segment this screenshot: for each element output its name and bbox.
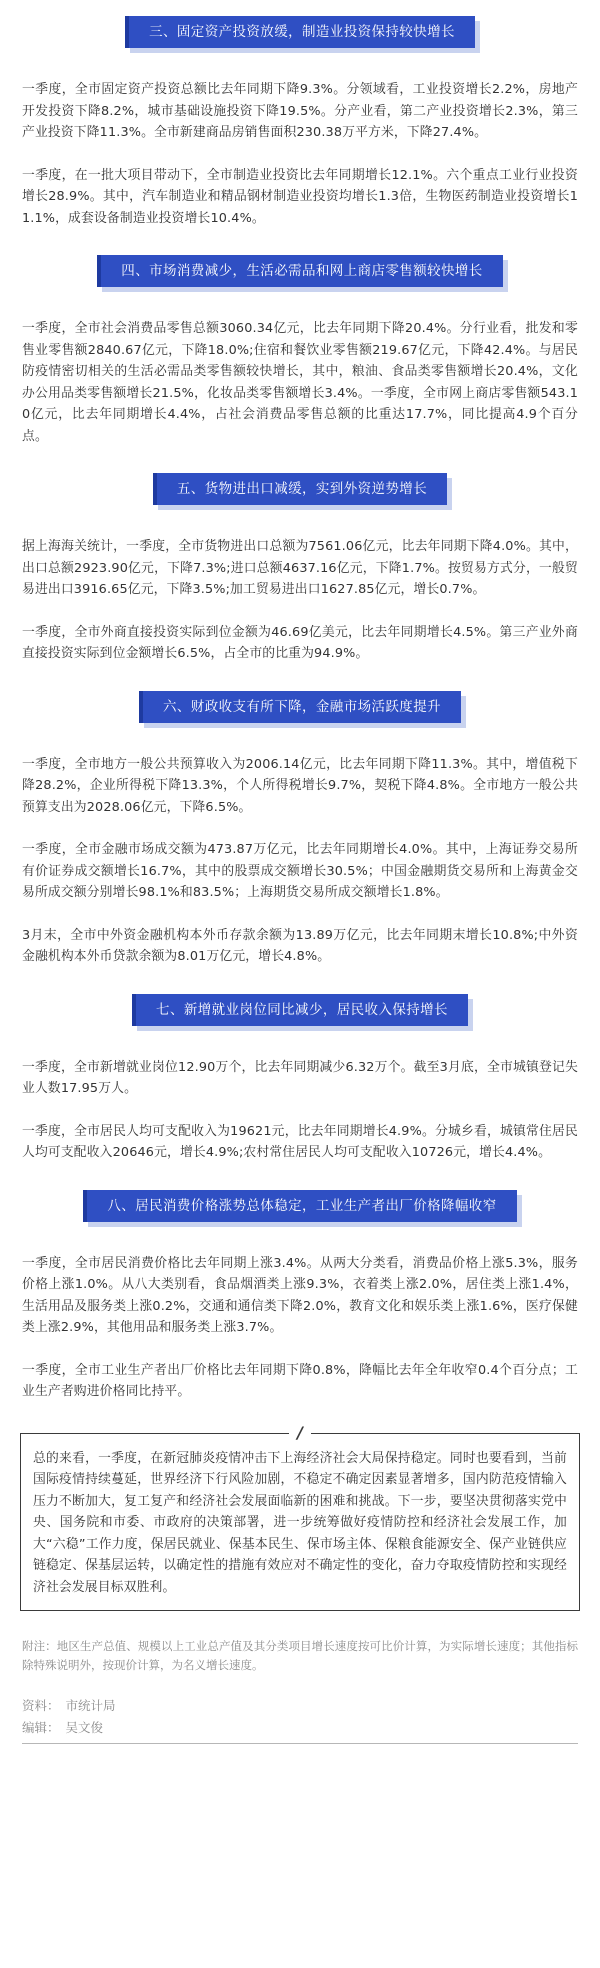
section-5-heading-wrap xyxy=(22,473,578,505)
footnote: 附注：地区生产总值、规模以上工业总产值及其分类项目增长速度按可比价计算，为实际增长速度；其他指标除特殊说明外，按现价计算，为名义增长速度。 xyxy=(22,1639,578,1672)
section-7-heading: 七、新增就业岗位同比减少，居民收入保持增长 xyxy=(132,994,468,1026)
section-8-heading: 八、居民消费价格涨势总体稳定，工业生产者出厂价格降幅收窄 xyxy=(83,1190,516,1222)
section-5-paragraph-1: 据上海海关统计，一季度，全市货物进出口总额为7561.06亿元，比去年同期下降4.0%。其中，出口总额2923.90亿元，下降7.3%;进口总额4637.16亿元，下降1.7%。按贸易方式分，一般贸易进出口3916.65亿元，下降3.5%;加工贸易进出口1627.85亿元，增长0.7%。 xyxy=(22,539,578,597)
editor-credit xyxy=(22,1719,578,1737)
section-4-paragraph-1: 一季度，全市社会消费品零售总额3060.34亿元，比去年同期下降20.4%。分行业看，批发和零售业零售额2840.67亿元，下降18.0%;住宿和餐饮业零售额219.67亿元，下降42.4%。与居民防疫情密切相关的生活必需品类零售额较快增长，其中，粮油、食品类零售额增长20.4%，文化办公用品类零售额增长21.5%，化妆品类零售额增长3.4%。一季度，全市网上商店零售额543.10亿元，比去年同期增长4.4%，占社会消费品零售总额的比重达17.7%，同比提高4.9个百分点。 xyxy=(22,321,578,444)
section-4-heading: 四、市场消费减少，生活必需品和网上商店零售额较快增长 xyxy=(97,255,502,287)
section-3-paragraph-1: 一季度，全市固定资产投资总额比去年同期下降9.3%。分领域看，工业投资增长2.2%，房地产开发投资下降8.2%，城市基础设施投资下降19.5%。分产业看，第二产业投资增长2.3%，第三产业投资下降11.3%。全市新建商品房销售面积230.38万平方米，下降27.4%。 xyxy=(22,82,578,140)
quote-mark-icon: / xyxy=(289,1423,311,1443)
section-6-heading: 六、财政收支有所下降，金融市场活跃度提升 xyxy=(139,691,461,723)
summary-box xyxy=(20,1422,580,1612)
editor-label: 编辑： xyxy=(22,1720,60,1735)
section-6-paragraph-1: 一季度，全市地方一般公共预算收入为2006.14亿元，比去年同期下降11.3%。其中，增值税下降28.2%，企业所得税下降13.3%，个人所得税增长9.7%，契税下降4.8%。全市地方一般公共预算支出为2028.06亿元，下降6.5%。 xyxy=(22,756,578,815)
section-7-paragraph-1: 一季度，全市新增就业岗位12.90万个，比去年同期减少6.32万个。截至3月底，全市城镇登记失业人数17.95万人。 xyxy=(22,1059,578,1096)
source-value: 市统计局 xyxy=(65,1698,116,1713)
section-6-heading-wrap xyxy=(22,691,578,723)
section-4-heading-wrap xyxy=(22,255,578,287)
section-7-heading-wrap xyxy=(22,994,578,1026)
section-7-paragraph-2: 一季度，全市居民人均可支配收入为19621元，比去年同期增长4.9%。分城乡看，城镇常住居民人均可支配收入20646元，增长4.9%;农村常住居民人均可支配收入10726元，增长4.4%。 xyxy=(22,1123,578,1160)
summary-paragraph: 总的来看，一季度，在新冠肺炎疫情冲击下上海经济社会大局保持稳定。同时也要看到，当前国际疫情持续蔓延，世界经济下行风险加剧，不稳定不确定因素显著增多，国内防范疫情输入压力不断加大，复工复产和经济社会发展面临新的困难和挑战。下一步，要坚决贯彻落实党中央、国务院和市委、市政府的决策部署，进一步统筹做好疫情防控和经济社会发展工作，加大“六稳”工作力度，保居民就业、保基本民生、保市场主体、保粮食能源安全、保产业链供应链稳定、保基层运转，以确定性的措施有效应对不确定性的变化，奋力夺取疫情防控和实现经济社会发展目标双胜利。 xyxy=(33,1450,567,1595)
section-6-paragraph-3: 3月末，全市中外资金融机构本外币存款余额为13.89万亿元，比去年同期末增长10.8%;中外资金融机构本外币贷款余额为8.01万亿元，增长4.8%。 xyxy=(22,927,578,964)
section-8-heading-wrap xyxy=(22,1190,578,1222)
section-8-paragraph-1: 一季度，全市居民消费价格比去年同期上涨3.4%。从两大分类看，消费品价格上涨5.3%，服务价格上涨1.0%。从八大类别看，食品烟酒类上涨9.3%，衣着类上涨2.0%，居住类上涨1.4%，生活用品及服务类上涨0.2%，交通和通信类下降2.0%，教育文化和娱乐类上涨1.6%，医疗保健类上涨2.9%，其他用品和服务类上涨3.7%。 xyxy=(22,1255,578,1335)
section-5-paragraph-2: 一季度，全市外商直接投资实际到位金额为46.69亿美元，比去年同期增长4.5%。第三产业外商直接投资实际到位金额增长6.5%，占全市的比重为94.9%。 xyxy=(22,624,578,661)
source-label: 资料： xyxy=(22,1698,60,1713)
section-3-heading: 三、固定资产投资放缓，制造业投资保持较快增长 xyxy=(125,16,475,48)
section-8-paragraph-2: 一季度，全市工业生产者出厂价格比去年同期下降0.8%，降幅比去年全年收窄0.4个百分点；工业生产者购进价格同比持平。 xyxy=(22,1362,578,1399)
section-3-heading-wrap xyxy=(22,16,578,48)
source-credit xyxy=(22,1697,578,1715)
section-3-paragraph-2: 一季度，在一批大项目带动下，全市制造业投资比去年同期增长12.1%。六个重点工业行业投资增长28.9%。其中，汽车制造业和精品钢材制造业投资均增长1.3倍，生物医药制造业投资增长11.1%，成套设备制造业投资增长10.4%。 xyxy=(22,167,578,226)
editor-value: 吴文俊 xyxy=(65,1720,104,1735)
section-6-paragraph-2: 一季度，全市金融市场成交额为473.87万亿元，比去年同期增长4.0%。其中，上海证券交易所有价证券成交额增长16.7%，其中的股票成交额增长30.5%；中国金融期货交易所和上海黄金交易所成交额分别增长98.1%和83.5%；上海期货交易所成交额增长1.8%。 xyxy=(22,842,578,900)
section-5-heading: 五、货物进出口减缓，实到外资逆势增长 xyxy=(153,473,447,505)
bottom-divider xyxy=(22,1743,578,1744)
